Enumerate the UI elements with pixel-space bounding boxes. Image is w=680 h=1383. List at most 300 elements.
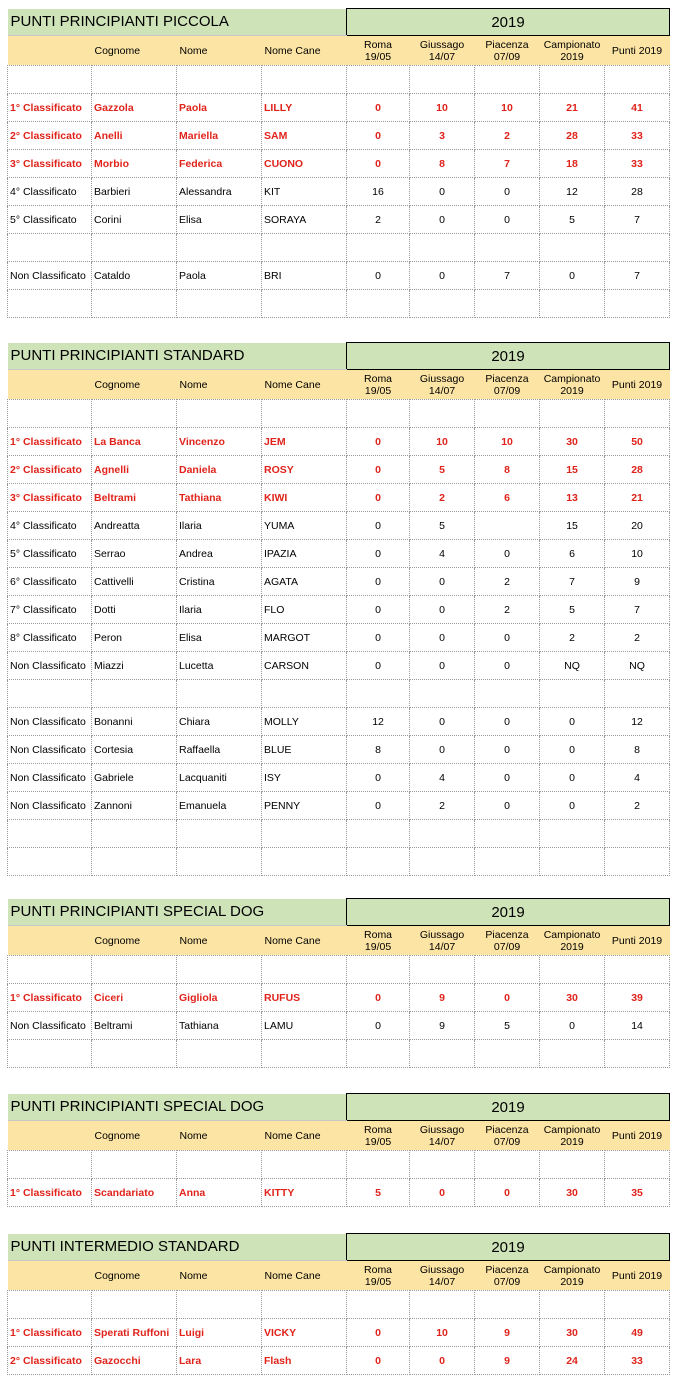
cell-nome: Anna [177,1179,262,1207]
cell-classifica [8,1291,92,1319]
cell-classifica [8,1151,92,1179]
column-header-line: Campionato [543,1263,601,1276]
cell-nome-cane: IPAZIA [262,540,347,568]
cell-roma: 0 [347,1347,410,1375]
table-row [8,736,670,764]
cell-cognome: Morbio [92,150,177,178]
cell-nome: Ilaria [177,596,262,624]
cell-classifica: 1° Classificato [8,94,92,122]
cell-punti [605,1291,670,1319]
column-header-line: 2019 [560,1135,584,1148]
cell-piacenza [475,1151,540,1179]
column-header-roma [347,1261,410,1291]
cell-campionato [540,848,605,876]
empty-row [8,400,670,428]
cell-nome: Andrea [177,540,262,568]
column-header-line: Giussago [419,38,465,51]
cell-roma: 0 [347,1319,410,1347]
cell-punti: 33 [605,122,670,150]
cell-punti [605,848,670,876]
cell-giussago: 0 [410,736,475,764]
table-row [8,624,670,652]
cell-nome-cane [262,848,347,876]
cell-nome-cane: KITTY [262,1179,347,1207]
cell-nome-cane: LAMU [262,1012,347,1040]
cell-giussago: 0 [410,624,475,652]
cell-roma: 0 [347,596,410,624]
cell-piacenza: 6 [475,484,540,512]
column-header-line: Roma [363,38,392,51]
cell-campionato: 7 [540,568,605,596]
cell-nome-cane: ISY [262,764,347,792]
column-header-cognome: Cognome [92,926,177,956]
column-header-line: Roma [364,372,393,385]
cell-cognome [92,234,177,262]
cell-cognome [92,1291,177,1319]
cell-cognome: Cattivelli [92,568,177,596]
cell-piacenza: 0 [475,652,540,680]
cell-giussago [410,1040,475,1068]
column-header-roma [347,926,410,956]
cell-cognome: Beltrami [92,1012,177,1040]
column-header-line: 07/09 [493,50,521,63]
column-header-line: 07/09 [493,1135,521,1148]
cell-campionato: 15 [540,456,605,484]
table-row [8,708,670,736]
cell-nome-cane: AGATA [262,568,347,596]
cell-giussago [410,66,475,94]
column-header-piacenza [475,1121,540,1151]
cell-roma: 0 [347,792,410,820]
cell-classifica [8,848,92,876]
cell-campionato: 0 [540,792,605,820]
cell-piacenza [475,400,540,428]
cell-piacenza: 9 [475,1319,540,1347]
cell-punti: 41 [605,94,670,122]
table-row [8,512,670,540]
cell-campionato: 5 [540,596,605,624]
column-header-line: 07/09 [493,940,521,953]
column-header-line: 2019 [560,940,584,953]
cell-nome-cane [262,1151,347,1179]
standings-section [0,1233,680,1375]
column-header-nome-cane: Nome Cane [262,370,347,400]
column-header-line: Campionato [543,372,601,385]
cell-piacenza: 7 [475,150,540,178]
cell-nome: Ilaria [177,512,262,540]
cell-nome: Raffaella [177,736,262,764]
cell-punti: 33 [605,1347,670,1375]
column-header-roma [347,1121,410,1151]
cell-giussago: 0 [410,206,475,234]
standings-section [0,898,680,1068]
cell-roma: 0 [347,484,410,512]
column-header-classifica [8,926,92,956]
section-title: PUNTI INTERMEDIO STANDARD [8,1234,347,1261]
column-header-punti: Punti 2019 [605,370,670,400]
column-header-line: 14/07 [428,940,456,953]
cell-punti [605,66,670,94]
cell-campionato: 6 [540,540,605,568]
cell-piacenza: 10 [475,94,540,122]
cell-nome-cane: CARSON [262,652,347,680]
cell-piacenza: 2 [475,122,540,150]
cell-piacenza: 7 [475,262,540,290]
cell-cognome [92,848,177,876]
cell-punti: 2 [605,792,670,820]
cell-nome: Tathiana [177,1012,262,1040]
cell-classifica [8,234,92,262]
column-header-row [8,370,670,400]
cell-giussago: 0 [410,568,475,596]
cell-punti: 14 [605,1012,670,1040]
cell-giussago: 10 [410,428,475,456]
cell-giussago: 0 [410,1179,475,1207]
cell-classifica [8,290,92,318]
cell-nome [177,290,262,318]
column-header-line: 2019 [560,50,584,63]
cell-punti: 35 [605,1179,670,1207]
cell-roma [347,1040,410,1068]
cell-cognome: Miazzi [92,652,177,680]
cell-nome-cane [262,956,347,984]
column-header-line: Giussago [419,372,465,385]
section-year: 2019 [347,1234,670,1261]
cell-giussago [410,820,475,848]
cell-punti [605,820,670,848]
cell-roma: 0 [347,568,410,596]
cell-roma: 0 [347,512,410,540]
column-header-roma [347,370,410,400]
column-header-giussago [410,36,475,66]
cell-punti [605,680,670,708]
cell-piacenza [475,290,540,318]
cell-roma: 0 [347,94,410,122]
cell-campionato: 13 [540,484,605,512]
cell-classifica [8,820,92,848]
cell-roma: 12 [347,708,410,736]
cell-cognome: Anelli [92,122,177,150]
cell-campionato [540,66,605,94]
cell-classifica: Non Classificato [8,652,92,680]
cell-roma: 0 [347,1012,410,1040]
cell-punti [605,234,670,262]
column-header-nome: Nome [177,1261,262,1291]
cell-piacenza: 2 [475,568,540,596]
section-title: PUNTI PRINCIPIANTI SPECIAL DOG [8,899,347,926]
column-header-giussago [410,370,475,400]
cell-nome [177,680,262,708]
cell-nome-cane [262,820,347,848]
column-header-giussago [410,1261,475,1291]
cell-piacenza: 5 [475,1012,540,1040]
cell-campionato: 30 [540,1179,605,1207]
cell-piacenza [475,234,540,262]
cell-classifica [8,680,92,708]
cell-cognome [92,290,177,318]
cell-campionato [540,234,605,262]
cell-piacenza [475,512,540,540]
cell-campionato: 30 [540,984,605,1012]
cell-piacenza: 0 [475,736,540,764]
cell-classifica: 1° Classificato [8,1179,92,1207]
column-header-punti: Punti 2019 [605,36,670,66]
cell-roma [347,848,410,876]
column-header-line: Piacenza [485,372,529,385]
cell-campionato: NQ [540,652,605,680]
cell-punti: 21 [605,484,670,512]
column-header-line: Piacenza [485,38,529,51]
cell-piacenza: 0 [475,792,540,820]
table-row [8,568,670,596]
standings-table [7,1093,670,1207]
column-header-classifica [8,36,92,66]
cell-giussago: 0 [410,178,475,206]
cell-piacenza: 0 [475,984,540,1012]
empty-row [8,234,670,262]
cell-giussago [410,1291,475,1319]
cell-classifica: Non Classificato [8,262,92,290]
cell-nome-cane: SORAYA [262,206,347,234]
cell-piacenza: 0 [475,764,540,792]
column-header-classifica [8,370,92,400]
cell-campionato [540,956,605,984]
table-row [8,1347,670,1375]
column-header-giussago [410,926,475,956]
cell-roma [347,290,410,318]
cell-nome-cane [262,66,347,94]
cell-classifica: 2° Classificato [8,122,92,150]
cell-roma: 0 [347,984,410,1012]
cell-nome-cane: PENNY [262,792,347,820]
column-header-nome: Nome [177,1121,262,1151]
cell-piacenza: 0 [475,178,540,206]
cell-classifica: 7° Classificato [8,596,92,624]
column-header-line: Roma [364,1263,393,1276]
column-header-line: 07/09 [493,384,521,397]
cell-nome: Elisa [177,206,262,234]
cell-piacenza [475,1040,540,1068]
cell-classifica: 5° Classificato [8,540,92,568]
cell-roma: 5 [347,1179,410,1207]
cell-nome: Alessandra [177,178,262,206]
cell-roma [347,1151,410,1179]
column-header-line: Piacenza [485,1123,529,1136]
cell-campionato: 30 [540,428,605,456]
column-header-row [8,1121,670,1151]
column-header-nome: Nome [177,926,262,956]
cell-classifica: Non Classificato [8,764,92,792]
empty-row [8,66,670,94]
cell-campionato [540,290,605,318]
cell-campionato [540,820,605,848]
column-header-line: 14/07 [428,50,456,63]
cell-classifica: 4° Classificato [8,512,92,540]
cell-nome-cane [262,290,347,318]
column-header-campionato [540,1261,605,1291]
cell-classifica: 2° Classificato [8,1347,92,1375]
column-header-campionato [540,36,605,66]
cell-nome: Paola [177,262,262,290]
cell-nome: Vincenzo [177,428,262,456]
cell-classifica: 3° Classificato [8,150,92,178]
column-header-cognome: Cognome [92,370,177,400]
cell-campionato: 0 [540,1012,605,1040]
table-row [8,1179,670,1207]
cell-campionato [540,1151,605,1179]
cell-roma: 0 [347,456,410,484]
column-header-line: Roma [364,1123,393,1136]
cell-campionato: 0 [540,262,605,290]
cell-nome-cane: FLO [262,596,347,624]
cell-giussago: 3 [410,122,475,150]
column-header-giussago [410,1121,475,1151]
table-row [8,262,670,290]
column-header-line: Campionato [543,928,601,941]
column-header-line: Giussago [419,1123,465,1136]
cell-giussago [410,848,475,876]
cell-nome-cane: Flash [262,1347,347,1375]
cell-piacenza [475,1291,540,1319]
cell-punti [605,1040,670,1068]
standings-table [7,8,670,318]
cell-nome-cane: RUFUS [262,984,347,1012]
cell-nome [177,400,262,428]
cell-nome: Gigliola [177,984,262,1012]
cell-classifica: Non Classificato [8,792,92,820]
column-header-campionato [540,1121,605,1151]
standings-table [7,342,670,876]
column-header-row [8,1261,670,1291]
table-row [8,456,670,484]
cell-nome [177,848,262,876]
cell-cognome [92,400,177,428]
table-row [8,484,670,512]
table-row [8,540,670,568]
empty-row [8,1291,670,1319]
cell-giussago: 8 [410,150,475,178]
cell-nome-cane: JEM [262,428,347,456]
cell-punti: 28 [605,456,670,484]
cell-giussago: 10 [410,1319,475,1347]
cell-punti: 20 [605,512,670,540]
cell-piacenza: 0 [475,624,540,652]
cell-campionato: 24 [540,1347,605,1375]
cell-cognome [92,680,177,708]
cell-piacenza: 0 [475,1179,540,1207]
cell-nome: Paola [177,94,262,122]
table-row [8,94,670,122]
cell-cognome: Bonanni [92,708,177,736]
cell-nome: Federica [177,150,262,178]
cell-roma: 0 [347,122,410,150]
cell-nome [177,234,262,262]
cell-giussago: 0 [410,652,475,680]
empty-row [8,290,670,318]
column-header-piacenza [475,926,540,956]
cell-classifica: 8° Classificato [8,624,92,652]
cell-piacenza [475,820,540,848]
cell-cognome: Sperati Ruffoni [92,1319,177,1347]
cell-giussago [410,1151,475,1179]
table-row [8,792,670,820]
cell-campionato: 12 [540,178,605,206]
cell-roma: 0 [347,262,410,290]
cell-piacenza [475,956,540,984]
column-header-punti: Punti 2019 [605,1261,670,1291]
cell-giussago [410,956,475,984]
cell-nome: Daniela [177,456,262,484]
column-header-cognome: Cognome [92,1121,177,1151]
cell-nome-cane [262,1040,347,1068]
cell-nome: Luigi [177,1319,262,1347]
cell-cognome: Gabriele [92,764,177,792]
cell-nome: Tathiana [177,484,262,512]
cell-classifica: Non Classificato [8,1012,92,1040]
cell-campionato: 30 [540,1319,605,1347]
column-header-roma [347,36,410,66]
cell-cognome: Corini [92,206,177,234]
cell-classifica [8,400,92,428]
cell-giussago: 0 [410,1347,475,1375]
standings-table [7,1233,670,1375]
column-header-nome: Nome [177,36,262,66]
section-year: 2019 [347,1094,670,1121]
cell-nome-cane [262,234,347,262]
cell-cognome: Ciceri [92,984,177,1012]
section-year: 2019 [347,343,670,370]
column-header-line: Roma [364,928,393,941]
cell-punti: 12 [605,708,670,736]
column-header-line: 2019 [560,384,584,397]
cell-nome-cane: CUONO [262,150,347,178]
cell-campionato [540,400,605,428]
cell-punti: 9 [605,568,670,596]
cell-punti: 10 [605,540,670,568]
cell-nome: Elisa [177,624,262,652]
table-row [8,206,670,234]
column-header-line: 19/05 [364,384,392,397]
column-header-line: Giussago [419,928,465,941]
cell-cognome [92,1151,177,1179]
standings-section [0,8,680,318]
section-year: 2019 [347,899,670,926]
cell-giussago [410,234,475,262]
cell-roma: 0 [347,624,410,652]
cell-nome: Emanuela [177,792,262,820]
cell-piacenza [475,66,540,94]
cell-giussago: 10 [410,94,475,122]
cell-nome-cane: KIT [262,178,347,206]
table-row [8,178,670,206]
empty-row [8,1040,670,1068]
column-header-line: 19/05 [364,940,392,953]
column-header-line: 14/07 [428,1135,456,1148]
cell-punti [605,400,670,428]
cell-cognome: Gazocchi [92,1347,177,1375]
cell-roma: 0 [347,652,410,680]
cell-cognome: Gazzola [92,94,177,122]
cell-cognome: Cortesia [92,736,177,764]
table-row [8,596,670,624]
table-row [8,150,670,178]
cell-roma [347,956,410,984]
cell-nome: Chiara [177,708,262,736]
cell-nome [177,956,262,984]
cell-roma: 2 [347,206,410,234]
empty-row [8,1151,670,1179]
cell-roma: 0 [347,764,410,792]
